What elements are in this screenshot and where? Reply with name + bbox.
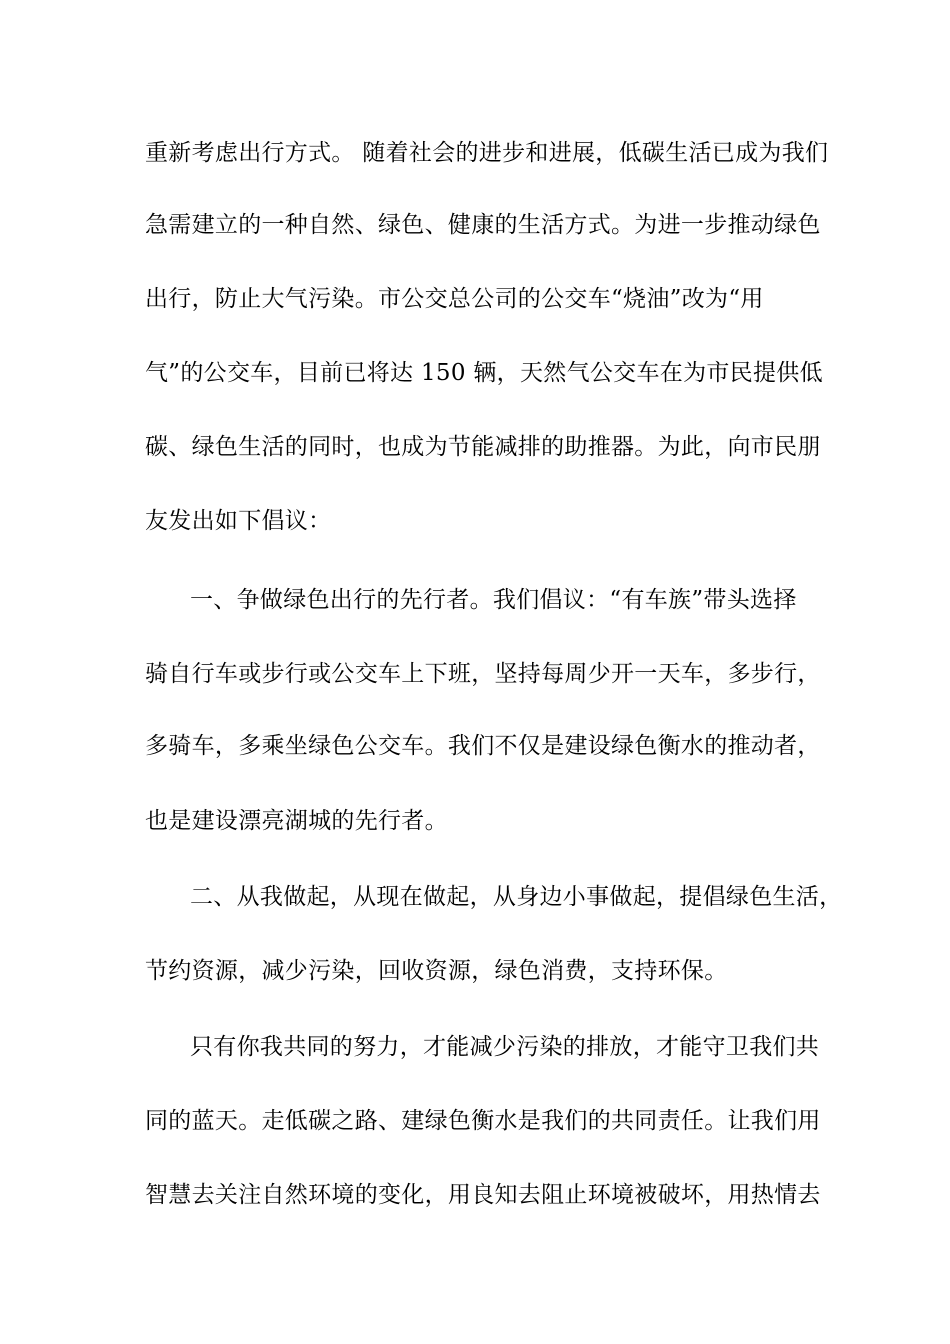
paragraph-line: 出行，防止大气污染。市公交总公司的公交车“烧油”改为“用	[145, 286, 764, 312]
paragraph-line: 二、从我做起，从现在做起，从身边小事做起，提倡绿色生活，	[190, 884, 843, 910]
paragraph-line: 同的蓝天。走低碳之路、建绿色衡水是我们的共同责任。让我们用	[145, 1108, 821, 1134]
paragraph-line: 多骑车，多乘坐绿色公交车。我们不仅是建设绿色衡水的推动者，	[145, 733, 821, 759]
paragraph-line: 也是建设漂亮湖城的先行者。	[145, 808, 448, 834]
paragraph-line: 重新考虑出行方式。 随着社会的进步和进展，低碳生活已成为我们	[145, 140, 829, 166]
paragraph-line: 一、争做绿色出行的先行者。我们倡议：“有车族”带头选择	[190, 587, 797, 613]
paragraph-line: 骑自行车或步行或公交车上下班，坚持每周少开一天车，多步行，	[145, 661, 821, 687]
paragraph-line: 碳、绿色生活的同时，也成为节能减排的助推器。为此，向市民朋	[145, 434, 821, 460]
paragraph-line: 只有你我共同的努力，才能减少污染的排放，才能守卫我们共	[190, 1034, 820, 1060]
paragraph-line: 节约资源，减少污染，回收资源，绿色消费，支持环保。	[145, 958, 728, 984]
paragraph-line: 气”的公交车，目前已将达 150 辆，天然气公交车在为市民提供低	[145, 360, 823, 386]
paragraph-line: 友发出如下倡议：	[145, 508, 332, 534]
paragraph-line: 智慧去关注自然环境的变化，用良知去阻止环境被破坏，用热情去	[145, 1182, 821, 1208]
paragraph-line: 急需建立的一种自然、绿色、健康的生活方式。为进一步推动绿色	[145, 212, 821, 238]
